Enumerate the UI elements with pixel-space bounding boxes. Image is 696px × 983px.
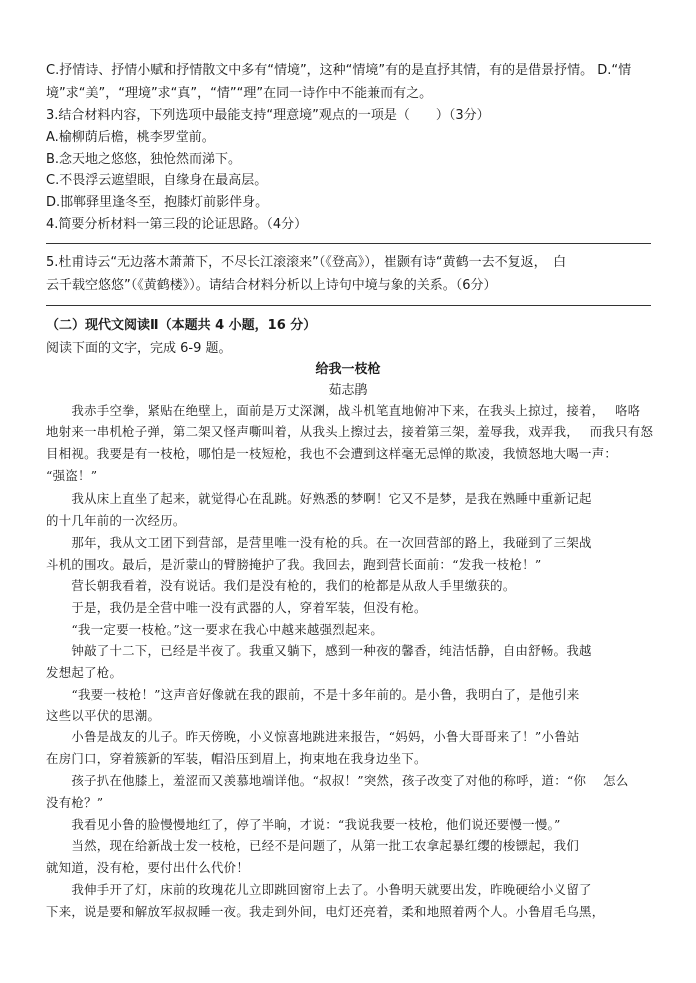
question-4: 4.简要分析材料一第三段的论证思路。（4分） — [46, 217, 308, 232]
story-line: 的十几年前的一次经历。 — [46, 513, 186, 528]
story-line: 发想起了枪。 — [46, 665, 123, 680]
story-line: 我赤手空拳，紧贴在绝壁上，面前是万丈深渊，战斗机笔直地俯冲下来，在我头上掠过，接着， 咯咯 — [46, 403, 641, 418]
story-line: 我伸手开了灯，床前的玫瑰花儿立即跳回窗帘上去了。小鲁明天就要出发，昨晚硬给小义留了 — [46, 882, 592, 897]
option-c-line-2: 境”求“美”，“理境”求“真”，“情”“理”在同一诗作中不能兼而有之。 — [46, 86, 433, 101]
story-line: 小鲁是战友的儿子。昨天傍晚，小义惊喜地跳进来报告，“妈妈，小鲁大哥哥来了！”小鲁站 — [46, 729, 580, 744]
story-line: 就知道，没有枪，要付出什么代价！ — [46, 860, 250, 875]
story-author: 茹志鹃 — [328, 383, 368, 398]
option-a: A.榆柳荫后檐，桃李罗堂前。 — [46, 130, 215, 145]
story-line: 我看见小鲁的脸慢慢地红了，停了半晌，才说：“我说我要一枝枪，他们说还要慢一慢。” — [46, 817, 561, 832]
story-line: 我从床上直坐了起来，就觉得心在乱跳。好熟悉的梦啊！它又不是梦，是我在熟睡中重新记起 — [46, 491, 592, 506]
option-d: D.邯郸驿里逢冬至，抱膝灯前影伴身。 — [46, 195, 269, 210]
answer-line-1 — [46, 243, 651, 244]
reading-instruction: 阅读下面的文字，完成 6-9 题。 — [46, 341, 232, 356]
story-line: 于是，我仍是全营中唯一没有武器的人，穿着军装，但没有枪。 — [46, 600, 427, 615]
story-line: 地射来一串机枪子弹，第二架又怪声嘶叫着，从我头上擦过去，接着第三架，羞辱我，戏弄我， 而我只有怒 — [46, 424, 654, 439]
question-5-line-2: 云千载空悠悠”（《黄鹤楼》）。请结合材料分析以上诗句中境与象的关系。（6分） — [46, 278, 497, 293]
question-5-line-1: 5.杜甫诗云“无边落木萧萧下，不尽长江滚滚来”（《登高》），崔颢有诗“黄鹤一去不复返， 白 — [46, 255, 567, 270]
story-line: 营长朝我看着，没有说话。我们是没有枪的，我们的枪都是从敌人手里缴获的。 — [46, 578, 516, 593]
question-3: 3.结合材料内容，下列选项中最能支持“理意境”观点的一项是（ ）（3分） — [46, 108, 490, 123]
option-c: C.不畏浮云遮望眼，自缘身在最高层。 — [46, 173, 268, 188]
option-b: B.念天地之悠悠，独怆然而涕下。 — [46, 152, 242, 167]
story-line: “我要一枝枪！”这声音好像就在我的跟前，不是十多年前的。是小鲁，我明白了，是他引来 — [46, 687, 580, 702]
story-line: 这些以平伏的思潮。 — [46, 708, 161, 723]
option-c-line-1: C.抒情诗、抒情小赋和抒情散文中多有“情境”，这种“情境”有的是直抒其情，有的是借景抒情。 D.“情 — [46, 63, 632, 78]
story-line: 当然，现在给新战士发一枝枪，已经不是问题了，从第一批工农拿起暴红缨的梭镖起，我们 — [46, 838, 580, 853]
story-line: 在房门口，穿着簇新的军装，帽沿压到眉上，拘束地在我身边坐下。 — [46, 751, 427, 766]
story-line: “强盗！” — [46, 468, 98, 483]
story-line: 下来，说是要和解放军叔叔睡一夜。我走到外间，电灯还亮着，柔和地照着两个人。小鲁眉毛乌黑， — [46, 904, 605, 919]
story-line: 钟敲了十二下，已经是半夜了。我重又躺下，感到一种夜的馨香，纯洁恬静，自由舒畅。我越 — [46, 643, 592, 658]
story-line: 那年，我从文工团下到营部，是营里唯一没有枪的兵。在一次回营部的路上，我碰到了三架战 — [46, 535, 592, 550]
story-line: 没有枪？” — [46, 795, 104, 810]
story-title: 给我一枝枪 — [315, 362, 381, 377]
story-line: 斗机的围攻。最后，是沂蒙山的臂膀掩护了我。我回去，跑到营长面前：“发我一枝枪！” — [46, 557, 542, 572]
story-line: 目相视。我要是有一枝枪，哪怕是一枝短枪，我也不会遭到这样毫无忌惮的欺凌，我愤怒地大喝一声： — [46, 446, 618, 461]
story-line: “我一定要一枝枪。”这一要求在我心中越来越强烈起来。 — [46, 622, 384, 637]
section-heading: （二）现代文阅读Ⅱ（本题共 4 小题，16 分） — [46, 318, 317, 333]
story-line: 孩子扒在他膝上，羞涩而又羡慕地端详他。“叔叔！”突然，孩子改变了对他的称呼，道：“你 怎么 — [46, 773, 629, 788]
answer-line-2 — [46, 305, 651, 306]
